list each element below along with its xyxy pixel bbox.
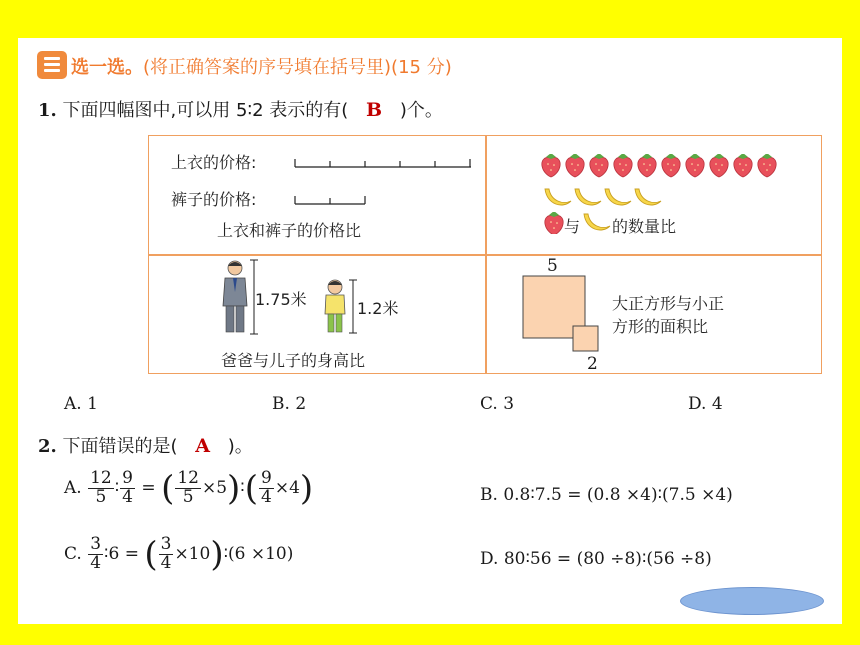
price-ratio-caption: 上衣和裤子的价格比: [217, 221, 362, 240]
son-figure: [321, 278, 361, 336]
q1-option-d: D. 4: [688, 394, 723, 414]
q1-option-c: C. 3: [480, 394, 515, 414]
squares-diagram: [521, 274, 621, 354]
strawberry-icon: [544, 212, 564, 234]
list-icon: [37, 51, 67, 79]
height-ratio-caption: 爸爸与儿子的身高比: [221, 351, 366, 370]
strawberry-icon: [542, 154, 776, 177]
section-title: 选一选。(将正确答案的序号填在括号里)(15 分): [71, 57, 452, 78]
father-height: 1.75米: [255, 290, 307, 309]
area-caption-line1: 大正方形与小正: [612, 294, 725, 313]
area-caption-line2: 方形的面积比: [612, 317, 709, 336]
banana-icon: [582, 210, 612, 234]
decorative-ellipse: [680, 587, 824, 615]
q2-option-b: B. 0.8∶7.5 = (0.8 ×4)∶(7.5 ×4): [480, 485, 733, 505]
q2-option-a: A. $\frac{12}{5}$ ∶ $\frac{9}{4}$ = ( $\frac{12}{5}$ ×5)∶( $\frac{9}{4}$ ×4): [64, 468, 314, 509]
answer-1: B: [366, 99, 383, 121]
coat-price-label: 上衣的价格:: [171, 153, 257, 172]
worksheet-page: [18, 38, 842, 624]
small-square-side: 2: [587, 354, 598, 374]
fruit-diagram: [541, 154, 781, 212]
fruit-caption-pre: 与: [564, 217, 581, 236]
pants-price-label: 裤子的价格:: [171, 190, 257, 209]
big-square-side: 5: [547, 256, 558, 276]
q1-option-b: B. 2: [272, 394, 307, 414]
q2-option-c: C. $\frac{3}{4}$ ∶6 = ( $\frac{3}{4}$ ×10)∶(6 ×10): [64, 534, 294, 575]
son-height: 1.2米: [357, 299, 399, 318]
question-2: 2. 下面错误的是( A )。: [38, 435, 253, 457]
q1-option-a: A. 1: [64, 394, 98, 414]
question-1: 1. 下面四幅图中,可以用 5∶2 表示的有( B )个。: [38, 99, 443, 121]
figure-grid: [148, 135, 822, 374]
answer-2: A: [195, 435, 211, 457]
banana-icon: [545, 189, 661, 205]
q2-option-d: D. 80∶56 = (80 ÷8)∶(56 ÷8): [480, 549, 712, 569]
fruit-caption-post: 的数量比: [612, 217, 677, 236]
segment-diagram: [293, 156, 473, 208]
